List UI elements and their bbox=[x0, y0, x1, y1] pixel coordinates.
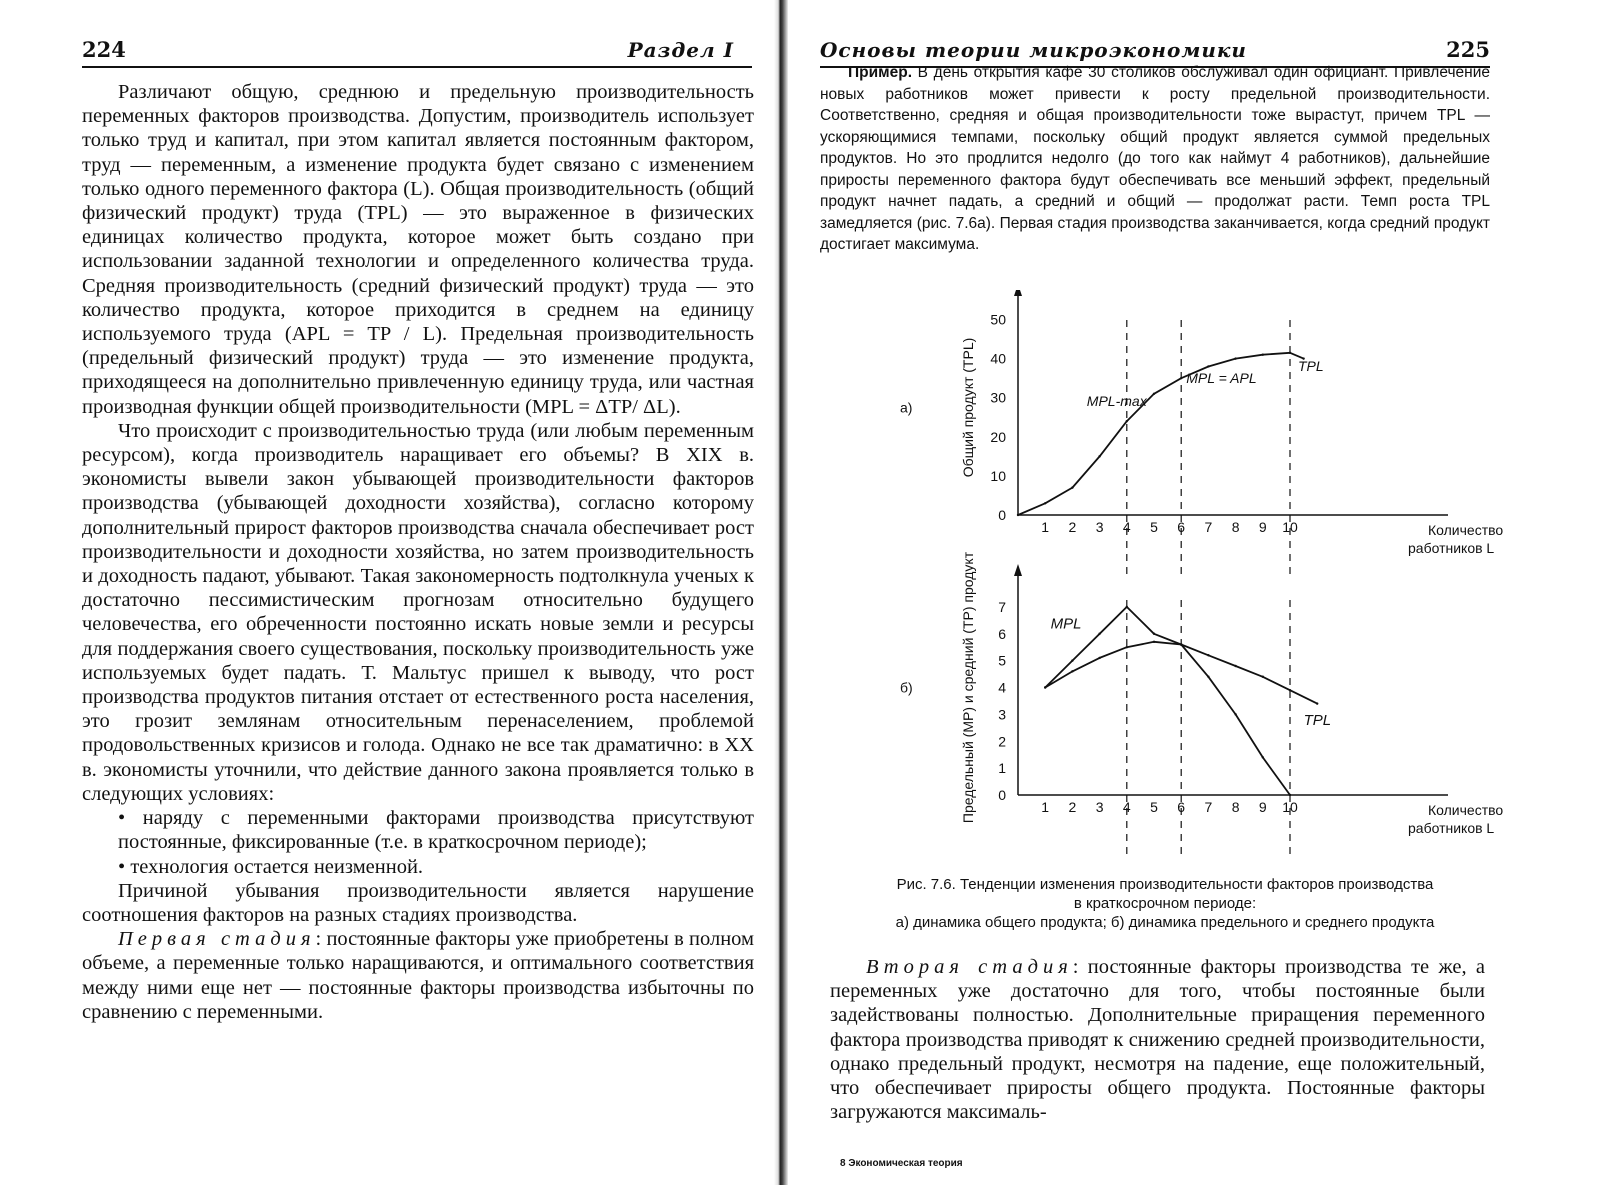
data-point bbox=[1289, 352, 1291, 354]
paragraph: Причиной убывания производительности является нарушение соотношения факторов на разных стадиях производства. bbox=[82, 879, 754, 926]
x-tick-label: 5 bbox=[1150, 799, 1158, 815]
data-point bbox=[1126, 646, 1128, 648]
right-body-text bbox=[830, 955, 1485, 1124]
data-point bbox=[1262, 354, 1264, 356]
data-point bbox=[1071, 670, 1073, 672]
example-block bbox=[820, 62, 1490, 256]
data-point bbox=[1180, 377, 1182, 379]
data-point bbox=[1316, 702, 1318, 704]
y-axis-arrow bbox=[1014, 564, 1022, 576]
data-point bbox=[1234, 713, 1236, 715]
left-page bbox=[0, 0, 770, 1185]
series-line bbox=[1045, 607, 1290, 795]
y-axis-label: Общий продукт (TPL) bbox=[960, 337, 976, 478]
x-tick-label: 4 bbox=[1122, 519, 1131, 535]
data-point bbox=[1098, 455, 1100, 457]
second-stage-text: : постоянные факторы производства те же, а переменных уже достаточно для того, чтобы постоянные были задействованы полностью. Дополнительные приращения переменного фактора производства приводят к снижению средней производительности, однако предельный продукт, несмотря на падение, еще положительный, что обеспечивает приросты общего продукта. Постоянные факторы загружаются максималь- bbox=[830, 956, 1485, 1124]
left-body-text bbox=[82, 80, 754, 1024]
x-axis-label: Количество bbox=[1428, 522, 1504, 538]
data-point bbox=[1153, 641, 1155, 643]
data-point bbox=[1126, 420, 1128, 422]
x-tick-label: 2 bbox=[1068, 799, 1077, 815]
data-point bbox=[1289, 794, 1291, 796]
caption-line: в краткосрочном периоде: bbox=[1073, 895, 1257, 912]
x-tick-label: 6 bbox=[1177, 799, 1186, 815]
y-tick-label: 20 bbox=[990, 428, 1006, 445]
data-point bbox=[1153, 633, 1155, 635]
data-point bbox=[1207, 654, 1209, 656]
charts-svg bbox=[890, 290, 1510, 860]
data-point bbox=[1234, 665, 1236, 667]
x-tick-label: 10 bbox=[1282, 519, 1298, 535]
y-tick-label: 40 bbox=[990, 350, 1006, 367]
x-tick-label: 3 bbox=[1095, 799, 1104, 815]
x-tick-label: 1 bbox=[1041, 519, 1050, 535]
page-number-left: 224 bbox=[82, 37, 126, 62]
annotation-label: MPL = APL bbox=[1186, 370, 1257, 387]
x-tick-label: 9 bbox=[1258, 519, 1267, 535]
annotation-label: TPL bbox=[1298, 357, 1324, 374]
bullet-item: • технология остается неизменной. bbox=[82, 855, 754, 879]
bullet-item: • наряду с переменными факторами производства присутствуют постоянные, фиксированные (т.е. в краткосрочном периоде); bbox=[82, 806, 754, 854]
data-point bbox=[1207, 676, 1209, 678]
x-tick-label: 5 bbox=[1150, 519, 1158, 535]
x-axis-label: работников L bbox=[1408, 540, 1495, 556]
x-axis-label: Количество bbox=[1428, 802, 1504, 818]
data-point bbox=[1153, 393, 1155, 395]
section-title: Раздел I bbox=[627, 38, 734, 62]
caption-line: Рис. 7.6. Тенденции изменения производительности факторов производства bbox=[896, 876, 1434, 893]
y-tick-label: 0 bbox=[998, 787, 1006, 803]
second-stage-label: Вторая стадия bbox=[866, 956, 1073, 978]
paragraph: Что происходит с производительностью труда (или любым переменным ресурсом), когда производитель наращивает его объемы? В XIX в. экономисты вывели закон убывающей производительности факторов производства (убывающей доходности хозяйства), согласно которому дополнительный прирост факторов производства сначала обеспечивает рост производительности и доходности хозяйства, но затем производительность и доходность падают, убывают. Такая закономерность подтолкнула ученых к достаточно пессимистическим прогнозам относительно будущего человечества, его обреченности постоянно искать новые земли и ресурсы для поддержания своего существования, поскольку производительность уже используемых будет падать. Т. Мальтус пришел к выводу, что рост производства продуктов питания отстает от естественного роста населения, это грозит землянам относительным перенаселением, проблемой продовольственных кризисов и голода. Однако не все так драматично: в XX в. экономисты уточнили, что действие данного закона проявляется только в следующих условиях: bbox=[82, 419, 754, 805]
figure-caption bbox=[820, 875, 1510, 932]
first-stage-label: Первая стадия bbox=[118, 928, 316, 951]
y-tick-label: 3 bbox=[998, 706, 1006, 723]
data-point bbox=[1071, 659, 1073, 661]
data-point bbox=[1180, 643, 1182, 645]
data-point bbox=[1044, 686, 1046, 688]
data-point bbox=[1126, 606, 1128, 608]
data-point bbox=[1289, 689, 1291, 691]
annotation-label: MPL-max bbox=[1086, 393, 1147, 410]
y-tick-label: 1 bbox=[998, 760, 1006, 777]
series-line bbox=[1018, 353, 1304, 515]
y-axis-arrow bbox=[1014, 290, 1022, 296]
example-text: В день открытия кафе 30 столиков обслуживал один официант. Привлечение новых работников может привести к росту предельной производительности. Соответственно, средняя и общая производительности тоже вырастут, причем TPL — ускоряющимися темпами, поскольку общий продукт является суммой предельных продуктов. Но это продлится недолго (до того как наймут 4 работников), дальнейшие приросты переменного фактора будут обеспечивать все меньший эффект, предельный продукт начнет падать, а средний и общий — продолжат расти. Темп роста TPL замедляется (рис. 7.6а). Первая стадия производства заканчивается, когда средний продукт достигает максимума. bbox=[820, 64, 1490, 253]
x-tick-label: 4 bbox=[1122, 799, 1131, 815]
data-point bbox=[1262, 756, 1264, 758]
example-label: Пример. bbox=[848, 64, 912, 81]
data-point bbox=[1262, 676, 1264, 678]
y-axis-label: Предельный (MP) и средний (TP) продукт bbox=[960, 551, 976, 824]
y-tick-label: 2 bbox=[998, 733, 1006, 750]
y-tick-label: 6 bbox=[998, 625, 1006, 642]
first-stage-text: : постоянные факторы уже приобретены в полном объеме, а переменные только наращиваются, и оптимального соответствия между ними еще нет — постоянные факторы производства избыточны по сравнению с переменными. bbox=[82, 928, 754, 1023]
x-tick-label: 8 bbox=[1231, 519, 1240, 535]
x-tick-label: 7 bbox=[1204, 519, 1213, 535]
data-point bbox=[1098, 633, 1100, 635]
second-stage-paragraph bbox=[830, 955, 1485, 1124]
left-header bbox=[82, 32, 752, 68]
figure-7-6 bbox=[890, 290, 1510, 860]
data-point bbox=[1207, 365, 1209, 367]
y-tick-label: 0 bbox=[998, 507, 1006, 523]
x-tick-label: 7 bbox=[1204, 799, 1213, 815]
y-tick-label: 50 bbox=[990, 311, 1006, 328]
x-tick-label: 1 bbox=[1041, 799, 1050, 815]
chapter-title: Основы теории микроэкономики bbox=[820, 38, 1247, 62]
data-point bbox=[1234, 357, 1236, 359]
y-tick-label: 7 bbox=[998, 598, 1006, 615]
paragraph: Различают общую, среднюю и предельную производительность переменных факторов производства. Допустим, производитель использует только труд и капитал, при этом капитал является постоянным фактором, труд — переменным, а изменение продукта будет связано с изменением только одного переменного фактора (L). Общая производительность (общий физический продукт) труда (TPL) — это выраженное в физических единицах количество продукта, которое может быть создано при использовании заданной технологии и определенного количества труда. Средняя производительность (средний физический продукт) труда — это количество продукта, которое приходится в среднем на единицу используемого труда (APL = TP / L). Предельная производительность (предельный физический продукт) труда — это изменение продукта, приходящееся на дополнительно привлеченную единицу труда, или частная производная функции общей производительности (MPL = ΔTP/ ΔL). bbox=[82, 81, 754, 418]
data-point bbox=[1098, 657, 1100, 659]
y-tick-label: 10 bbox=[990, 467, 1006, 484]
panel-label: б) bbox=[900, 679, 913, 696]
y-tick-label: 4 bbox=[998, 679, 1006, 696]
data-point bbox=[1044, 502, 1046, 504]
x-tick-label: 9 bbox=[1258, 799, 1267, 815]
x-tick-label: 2 bbox=[1068, 519, 1077, 535]
x-tick-label: 10 bbox=[1282, 799, 1298, 815]
caption-line: а) динамика общего продукта; б) динамика предельного и среднего продукта bbox=[895, 914, 1435, 931]
y-tick-label: 5 bbox=[998, 652, 1006, 669]
book-spine bbox=[774, 0, 788, 1185]
x-tick-label: 8 bbox=[1231, 799, 1240, 815]
data-point bbox=[1017, 514, 1019, 516]
x-tick-label: 6 bbox=[1177, 519, 1186, 535]
data-point bbox=[1071, 486, 1073, 488]
x-axis-label: работников L bbox=[1408, 820, 1495, 836]
right-page bbox=[790, 0, 1600, 1185]
y-tick-label: 30 bbox=[990, 389, 1006, 406]
page-number-right: 225 bbox=[1446, 37, 1490, 62]
x-tick-label: 3 bbox=[1095, 519, 1104, 535]
panel-label: а) bbox=[900, 399, 913, 416]
series-label: MPL bbox=[1050, 615, 1082, 633]
series-label: TPL bbox=[1303, 712, 1332, 730]
first-stage-paragraph bbox=[82, 927, 754, 1024]
footnote: 8 Экономическая теория bbox=[840, 1158, 963, 1169]
